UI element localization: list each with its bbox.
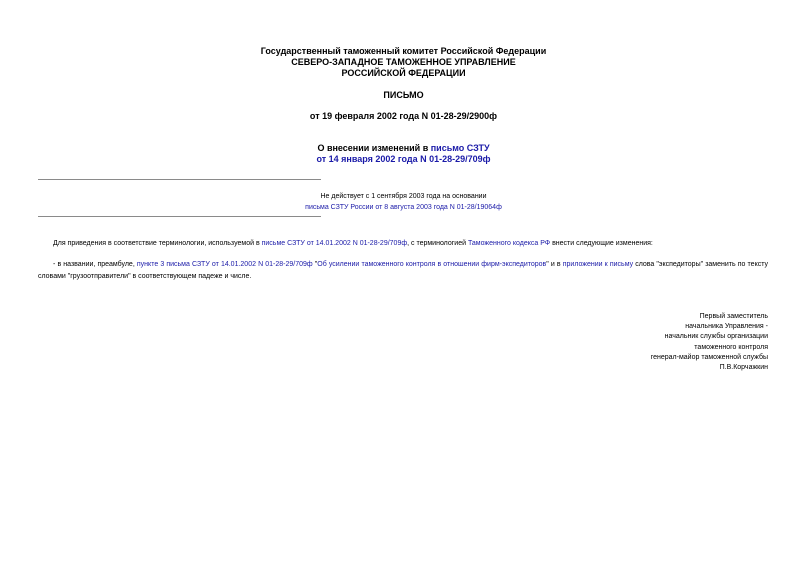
- divider-bottom: [38, 216, 321, 217]
- status-basis-link[interactable]: письма СЗТУ России от 8 августа 2003 года N 01-28/19064ф: [305, 204, 502, 211]
- signature-line-2: начальника Управления -: [685, 323, 768, 331]
- para1-text-3: внести следующие изменения:: [550, 240, 653, 247]
- para1-letter-link[interactable]: письме СЗТУ от 14.01.2002 N 01-28-29/709ф: [261, 240, 408, 247]
- para2-text-2: ": [312, 261, 318, 268]
- para2-title-link[interactable]: Об усилении таможенного контроля в отношении фирм-экспедиторов: [317, 261, 547, 268]
- issuer-header: [0, 46, 807, 79]
- subject-letter-link[interactable]: письмо СЗТУ: [430, 143, 490, 153]
- issuer-line-3: РОССИЙСКОЙ ФЕДЕРАЦИИ: [341, 68, 466, 78]
- subject-line-1: [0, 143, 807, 154]
- para1-text-1: Для приведения в соответствие терминологии, используемой в: [53, 240, 262, 247]
- document-subject: [0, 143, 807, 165]
- para1-text-2: , с терминологией: [407, 240, 468, 247]
- para2-appendix-link[interactable]: приложении к письму: [562, 261, 634, 268]
- document-status: [230, 191, 577, 213]
- subject-line-2: [0, 154, 807, 165]
- para1-customs-code-link[interactable]: Таможенного кодекса РФ: [467, 240, 551, 247]
- signatory-name: П.В.Корчажкин: [719, 364, 768, 372]
- subject-prefix: О внесении изменений в: [317, 143, 431, 153]
- issuer-line-1: Государственный таможенный комитет Российской Федерации: [260, 46, 547, 56]
- issuer-line-2: СЕВЕРО-ЗАПАДНОЕ ТАМОЖЕННОЕ УПРАВЛЕНИЕ: [291, 57, 516, 67]
- paragraph-2: [38, 259, 768, 283]
- divider-top: [38, 179, 321, 180]
- signature-block: [651, 312, 768, 373]
- para2-clause-link[interactable]: пункте 3 письма СЗТУ от 14.01.2002 N 01-28-29/709ф: [136, 261, 313, 268]
- para2-text-1: - в названии, преамбуле,: [53, 261, 137, 268]
- signature-line-5: генерал-майор таможенной службы: [650, 353, 768, 361]
- signature-line-1: Первый заместитель: [699, 313, 768, 320]
- document-date: от 19 февраля 2002 года N 01-28-29/2900ф: [309, 111, 498, 121]
- document-type: ПИСЬМО: [383, 90, 424, 100]
- signature-line-3: начальник службы организации: [664, 333, 768, 341]
- para2-text-4: слова "экспедиторы" заменить по тексту словами "грузоотправители" в соответствующем падеже и числе.: [38, 261, 768, 280]
- para2-text-3: " и в: [546, 261, 563, 268]
- subject-letter-date-link[interactable]: от 14 января 2002 года N 01-28-29/709ф: [316, 154, 491, 164]
- signature-line-4: таможенного контроля: [694, 343, 768, 351]
- paragraph-1: [38, 238, 768, 250]
- status-line-2: [230, 202, 577, 213]
- status-text: Не действует с 1 сентября 2003 года на основании: [320, 193, 487, 200]
